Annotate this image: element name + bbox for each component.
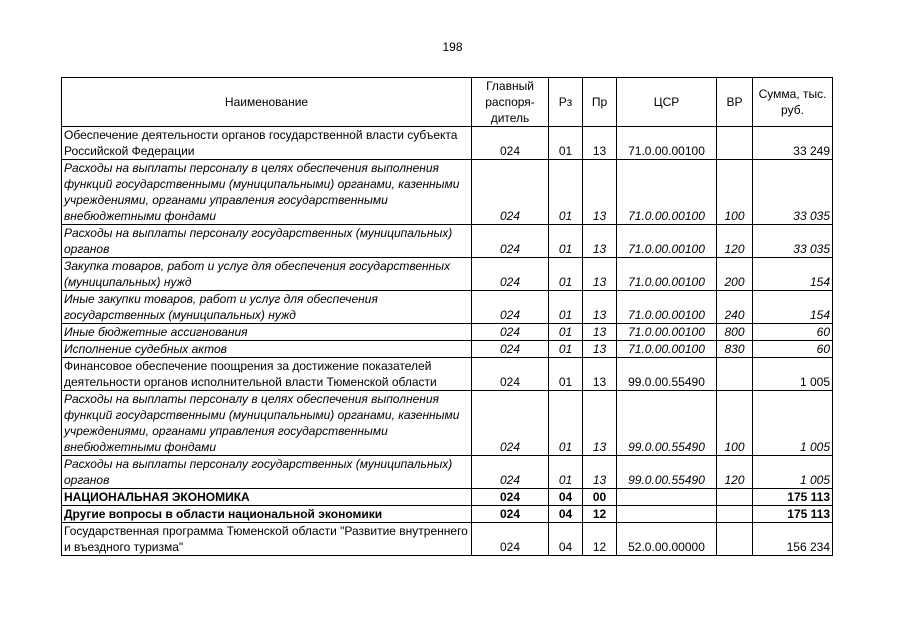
cell-gr: 024 xyxy=(472,291,549,324)
cell-name: Иные бюджетные ассигнования xyxy=(62,324,472,341)
cell-csr: 71.0.00.00100 xyxy=(617,291,717,324)
table-row xyxy=(62,523,833,556)
cell-vr: 200 xyxy=(717,258,753,291)
cell-pr: 13 xyxy=(583,358,617,391)
cell-gr: 024 xyxy=(472,341,549,358)
table-row xyxy=(62,258,833,291)
cell-name: Расходы на выплаты персоналу в целях обеспечения выполнения функций государственными (муниципальными) органами, казенными учреждениями, органами управления государственными внебюджетными фондами xyxy=(62,391,472,456)
cell-sum: 1 005 xyxy=(753,391,833,456)
cell-name: Закупка товаров, работ и услуг для обеспечения государственных (муниципальных) нужд xyxy=(62,258,472,291)
cell-csr xyxy=(617,506,717,523)
cell-csr: 71.0.00.00100 xyxy=(617,127,717,160)
table-row xyxy=(62,341,833,358)
cell-csr: 71.0.00.00100 xyxy=(617,225,717,258)
cell-pr: 13 xyxy=(583,291,617,324)
cell-rz: 04 xyxy=(549,523,583,556)
cell-gr: 024 xyxy=(472,160,549,225)
header-pr: Пр xyxy=(583,78,617,127)
cell-sum: 156 234 xyxy=(753,523,833,556)
header-name: Наименование xyxy=(62,78,472,127)
cell-rz: 01 xyxy=(549,127,583,160)
cell-pr: 12 xyxy=(583,523,617,556)
cell-name: Исполнение судебных актов xyxy=(62,341,472,358)
header-sum: Сумма, тыс. руб. xyxy=(753,78,833,127)
table-row xyxy=(62,489,833,506)
cell-rz: 01 xyxy=(549,160,583,225)
cell-pr: 12 xyxy=(583,506,617,523)
table-row xyxy=(62,358,833,391)
cell-name: Другие вопросы в области национальной экономики xyxy=(62,506,472,523)
cell-gr: 024 xyxy=(472,523,549,556)
cell-gr: 024 xyxy=(472,225,549,258)
cell-vr: 830 xyxy=(717,341,753,358)
cell-sum: 154 xyxy=(753,258,833,291)
table-row xyxy=(62,160,833,225)
cell-pr: 13 xyxy=(583,225,617,258)
cell-rz: 01 xyxy=(549,391,583,456)
cell-vr xyxy=(717,358,753,391)
cell-gr: 024 xyxy=(472,358,549,391)
cell-vr: 240 xyxy=(717,291,753,324)
cell-sum: 33 035 xyxy=(753,160,833,225)
table-row xyxy=(62,127,833,160)
cell-sum: 154 xyxy=(753,291,833,324)
cell-sum: 175 113 xyxy=(753,489,833,506)
cell-rz: 01 xyxy=(549,456,583,489)
table-row xyxy=(62,456,833,489)
header-vr: ВР xyxy=(717,78,753,127)
cell-csr: 71.0.00.00100 xyxy=(617,258,717,291)
cell-pr: 13 xyxy=(583,258,617,291)
cell-pr: 13 xyxy=(583,127,617,160)
cell-pr: 13 xyxy=(583,456,617,489)
cell-sum: 175 113 xyxy=(753,506,833,523)
cell-vr: 120 xyxy=(717,225,753,258)
cell-rz: 01 xyxy=(549,358,583,391)
cell-pr: 13 xyxy=(583,160,617,225)
header-rz: Рз xyxy=(549,78,583,127)
cell-pr: 13 xyxy=(583,391,617,456)
cell-pr: 13 xyxy=(583,324,617,341)
cell-rz: 01 xyxy=(549,291,583,324)
cell-vr xyxy=(717,489,753,506)
cell-vr: 800 xyxy=(717,324,753,341)
cell-vr: 100 xyxy=(717,160,753,225)
cell-sum: 33 035 xyxy=(753,225,833,258)
cell-csr: 99.0.00.55490 xyxy=(617,358,717,391)
table-row xyxy=(62,324,833,341)
cell-name: Финансовое обеспечение поощрения за достижение показателей деятельности органов исполнительной власти Тюменской области xyxy=(62,358,472,391)
cell-gr: 024 xyxy=(472,506,549,523)
cell-rz: 04 xyxy=(549,506,583,523)
cell-pr: 00 xyxy=(583,489,617,506)
cell-name: Расходы на выплаты персоналу в целях обеспечения выполнения функций государственными (муниципальными) органами, казенными учреждениями, органами управления государственными внебюджетными фондами xyxy=(62,160,472,225)
cell-csr: 71.0.00.00100 xyxy=(617,324,717,341)
table-row xyxy=(62,506,833,523)
cell-gr: 024 xyxy=(472,489,549,506)
cell-csr xyxy=(617,489,717,506)
cell-csr: 52.0.00.00000 xyxy=(617,523,717,556)
table-row xyxy=(62,391,833,456)
cell-gr: 024 xyxy=(472,258,549,291)
cell-pr: 13 xyxy=(583,341,617,358)
cell-vr xyxy=(717,127,753,160)
cell-vr xyxy=(717,506,753,523)
table-row xyxy=(62,291,833,324)
cell-sum: 1 005 xyxy=(753,358,833,391)
budget-table xyxy=(61,77,833,556)
cell-sum: 60 xyxy=(753,341,833,358)
cell-vr: 120 xyxy=(717,456,753,489)
cell-name: Расходы на выплаты персоналу государственных (муниципальных) органов xyxy=(62,225,472,258)
header-row xyxy=(62,78,833,127)
page-number: 198 xyxy=(442,40,463,54)
cell-rz: 01 xyxy=(549,324,583,341)
table-row xyxy=(62,225,833,258)
cell-rz: 01 xyxy=(549,225,583,258)
header-gr: Главный распоря-дитель xyxy=(472,78,549,127)
cell-name: Обеспечение деятельности органов государственной власти субъекта Российской Федерации xyxy=(62,127,472,160)
cell-name: НАЦИОНАЛЬНАЯ ЭКОНОМИКА xyxy=(62,489,472,506)
cell-gr: 024 xyxy=(472,127,549,160)
cell-name: Расходы на выплаты персоналу государственных (муниципальных) органов xyxy=(62,456,472,489)
cell-vr xyxy=(717,523,753,556)
cell-rz: 01 xyxy=(549,341,583,358)
cell-sum: 60 xyxy=(753,324,833,341)
cell-vr: 100 xyxy=(717,391,753,456)
cell-csr: 99.0.00.55490 xyxy=(617,456,717,489)
cell-gr: 024 xyxy=(472,456,549,489)
cell-csr: 71.0.00.00100 xyxy=(617,341,717,358)
cell-rz: 04 xyxy=(549,489,583,506)
cell-gr: 024 xyxy=(472,324,549,341)
cell-sum: 1 005 xyxy=(753,456,833,489)
cell-csr: 71.0.00.00100 xyxy=(617,160,717,225)
cell-name: Государственная программа Тюменской области "Развитие внутреннего и въездного туризма" xyxy=(62,523,472,556)
cell-sum: 33 249 xyxy=(753,127,833,160)
cell-name: Иные закупки товаров, работ и услуг для обеспечения государственных (муниципальных) нужд xyxy=(62,291,472,324)
cell-gr: 024 xyxy=(472,391,549,456)
header-csr: ЦСР xyxy=(617,78,717,127)
cell-rz: 01 xyxy=(549,258,583,291)
cell-csr: 99.0.00.55490 xyxy=(617,391,717,456)
